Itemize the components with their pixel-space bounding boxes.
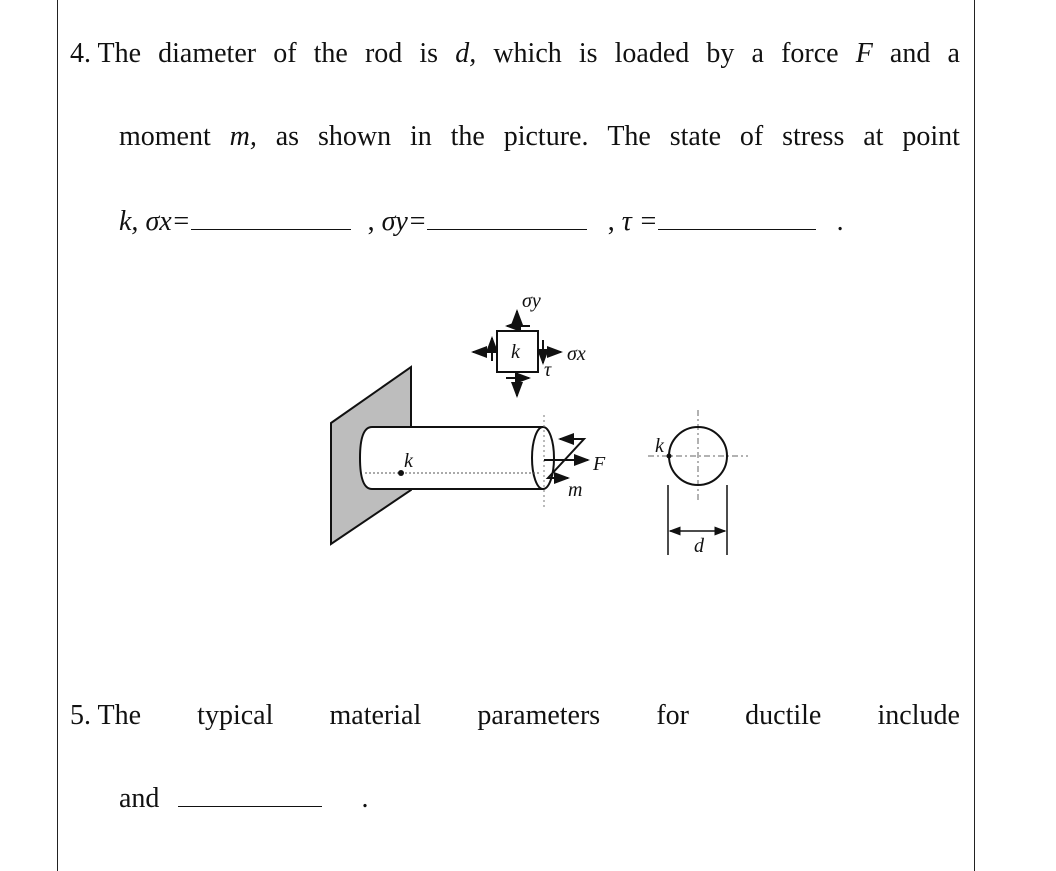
word: 5. The xyxy=(70,700,142,731)
word: material xyxy=(329,700,422,731)
word: diameter xyxy=(158,38,257,69)
word: is xyxy=(419,38,439,69)
word: the xyxy=(313,38,348,69)
word: and xyxy=(889,38,931,69)
tau-fig-label: τ xyxy=(544,359,552,381)
comma: , xyxy=(367,206,375,237)
element-k-label: k xyxy=(511,341,520,363)
diameter-d-label: d xyxy=(694,535,704,557)
word: 4. The xyxy=(70,38,142,69)
word: picture. xyxy=(503,121,589,152)
word: point xyxy=(902,121,960,152)
word: The xyxy=(607,121,651,152)
word: state xyxy=(669,121,722,152)
word: the xyxy=(450,121,485,152)
question-5-line-2 xyxy=(119,783,368,815)
word: by xyxy=(706,38,735,69)
word: in xyxy=(409,121,432,152)
word: loaded xyxy=(614,38,690,69)
sigma-y-fig-label: σy xyxy=(522,290,541,312)
word: ductile xyxy=(745,700,822,731)
point-k-label: k, xyxy=(119,206,139,237)
tau-label: τ = xyxy=(621,206,658,237)
sigma-x-label: σx= xyxy=(145,206,191,237)
word: typical xyxy=(197,700,274,731)
word: a xyxy=(947,38,960,69)
word: m, xyxy=(229,121,257,152)
comma: , xyxy=(607,206,615,237)
word: of xyxy=(273,38,297,69)
cross-section xyxy=(648,410,748,555)
rod-k-label: k xyxy=(404,450,413,472)
word: a xyxy=(751,38,764,69)
word: shown xyxy=(317,121,392,152)
word: at xyxy=(863,121,884,152)
word: d, xyxy=(455,38,477,69)
word: moment xyxy=(119,121,211,152)
moment-m-label: m xyxy=(568,479,583,501)
word: force xyxy=(781,38,839,69)
word: rod xyxy=(364,38,403,69)
question-5-line-1 xyxy=(70,700,960,732)
and-text: and xyxy=(119,783,160,814)
period: . xyxy=(836,206,844,237)
period: . xyxy=(361,783,369,814)
answer-blank[interactable] xyxy=(178,784,322,807)
word: parameters xyxy=(477,700,601,731)
word: is xyxy=(578,38,598,69)
word: stress xyxy=(782,121,845,152)
sigma-x-fig-label: σx xyxy=(567,343,586,365)
word: include xyxy=(877,700,960,731)
word: of xyxy=(739,121,764,152)
sigma-y-label: σy= xyxy=(381,206,427,237)
word: for xyxy=(656,700,690,731)
word: which xyxy=(493,38,562,69)
section-k-label: k xyxy=(655,435,664,457)
word: F xyxy=(855,38,873,69)
force-F-label: F xyxy=(593,453,606,475)
word: as xyxy=(275,121,300,152)
